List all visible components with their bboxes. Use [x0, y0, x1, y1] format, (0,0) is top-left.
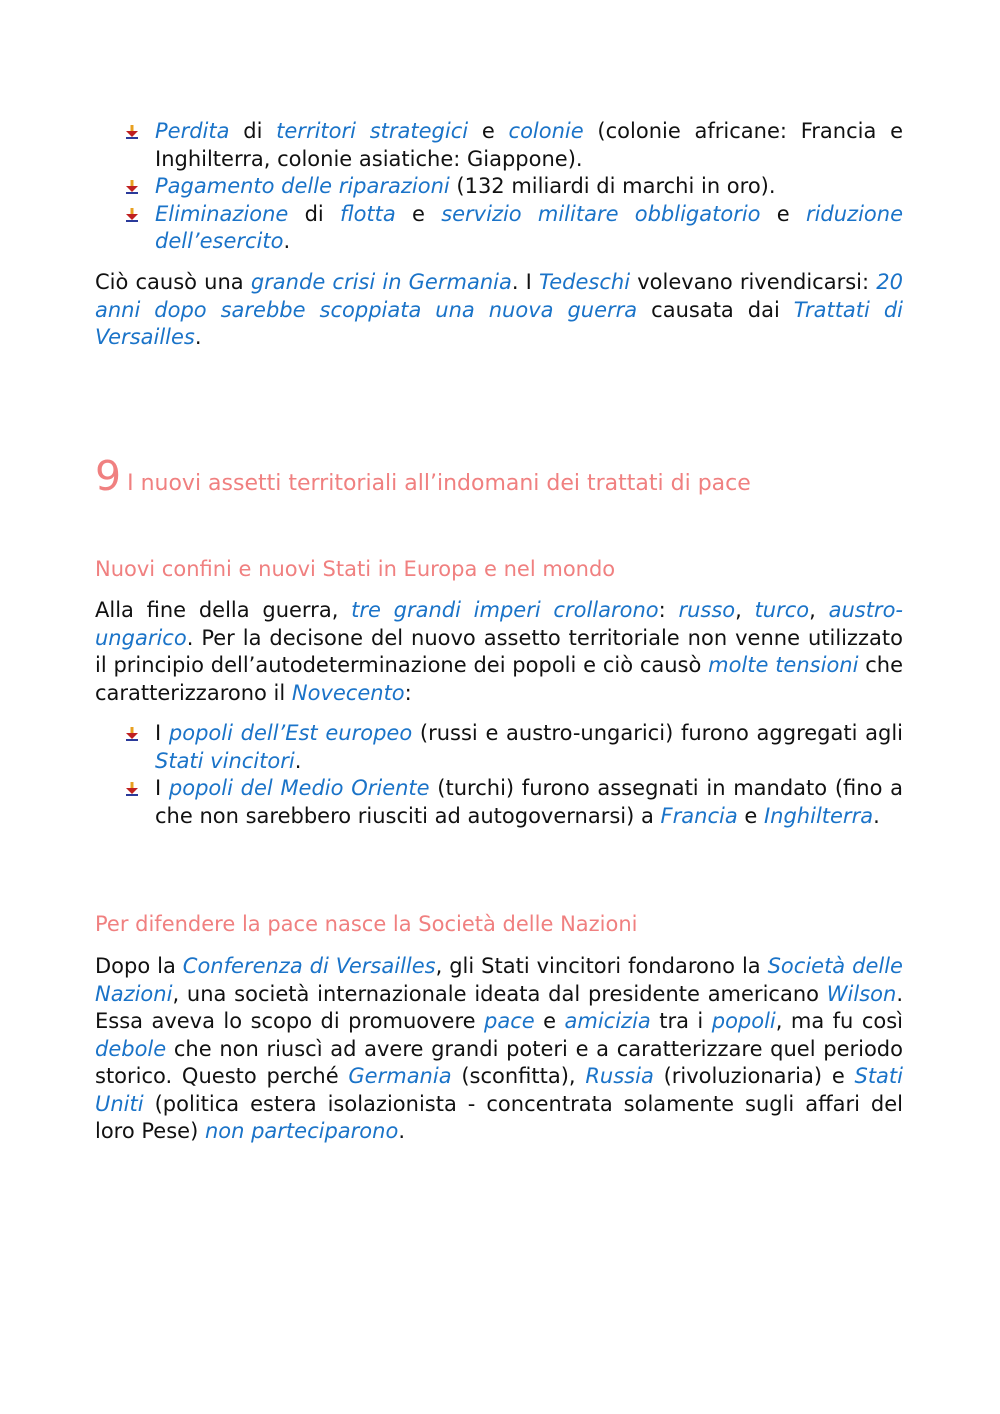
bullet-item	[95, 173, 903, 201]
highlighted-term: Germania	[348, 1064, 452, 1088]
text-run: tra i	[650, 1009, 712, 1033]
highlighted-term: servizio militare obbligatorio	[441, 201, 761, 226]
text-run: volevano rivendicarsi:	[630, 270, 877, 294]
highlighted-term: Novecento	[291, 680, 405, 705]
text-run: , ma fu così	[775, 1009, 903, 1033]
highlighted-term: territori strategici	[276, 119, 469, 143]
text-run: .	[398, 1119, 405, 1143]
highlighted-term: tre grandi imperi crollarono	[351, 598, 659, 622]
highlighted-term: Società delle Nazioni	[95, 954, 903, 1006]
arrow-down-bullet-icon	[125, 781, 139, 797]
arrow-down-bullet-icon	[125, 726, 139, 742]
text-run: e	[760, 201, 806, 226]
text-run: di	[288, 201, 340, 226]
text-run: (politica estera isolazionista - concentrata solamente sugli affari del loro Pese)	[95, 1091, 903, 1143]
text-run: ,	[809, 598, 829, 622]
highlighted-term: grande crisi in Germania	[250, 270, 512, 294]
text-run: causata dai	[637, 297, 794, 322]
highlighted-term: amicizia	[564, 1009, 651, 1033]
highlighted-term: Wilson	[826, 981, 897, 1006]
highlighted-term: popoli del Medio Oriente	[168, 776, 430, 800]
highlighted-term: turco	[754, 598, 810, 622]
text-run: (132 miliardi di marchi in oro).	[449, 174, 776, 198]
arrow-down-bullet-icon	[125, 179, 139, 195]
text-run: . Per la decisone del nuovo assetto territoriale non venne utilizzato il principio dell’autodeterminazione dei popoli e ciò causò	[95, 625, 903, 677]
bullet-item	[95, 118, 903, 173]
highlighted-term: austro-ungarico	[95, 598, 903, 650]
text-run: . I	[511, 270, 540, 294]
text-run: I	[155, 776, 169, 800]
highlighted-term: riduzione dell’esercito	[155, 201, 903, 253]
text-run: , gli Stati vincitori fondarono la	[435, 954, 768, 978]
text-run: e	[534, 1009, 565, 1033]
text-run: Ciò causò una	[95, 270, 251, 294]
text-run: :	[404, 680, 412, 705]
text-run: :	[658, 598, 679, 622]
highlighted-term: Stati vincitori	[155, 748, 295, 773]
text-run: e	[737, 803, 764, 828]
arrow-down-bullet-icon	[125, 124, 139, 140]
highlighted-term: Tedeschi	[539, 270, 631, 294]
highlighted-term: Stati Uniti	[95, 1064, 903, 1116]
highlighted-term: debole	[95, 1036, 167, 1061]
text-run: . Essa aveva lo scopo di promuovere	[95, 981, 903, 1033]
section8-bullet-list	[95, 118, 903, 256]
text-run: che non riuscì ad avere grandi poteri e a caratterizzare quel periodo storico. Questo perché	[95, 1036, 903, 1088]
text-run: e	[395, 201, 442, 226]
subsection1-paragraph	[95, 597, 903, 707]
highlighted-term: Francia	[660, 803, 738, 828]
text-run: di	[229, 119, 277, 143]
subsection-heading-new-borders: Nuovi confini e nuovi Stati in Europa e nel mondo	[95, 557, 616, 581]
arrow-down-bullet-icon	[125, 207, 139, 223]
bullet-item	[95, 775, 903, 830]
highlighted-term: Conferenza di Versailles	[182, 954, 436, 978]
highlighted-term: Pagamento delle riparazioni	[155, 174, 450, 198]
text-run: .	[194, 325, 202, 349]
text-run: (russi e austro-ungarici) furono aggregati agli	[412, 721, 903, 745]
text-run: .	[283, 229, 291, 253]
text-run: (rivoluzionaria) e	[653, 1064, 855, 1088]
highlighted-term: russo	[678, 598, 736, 622]
text-run: Dopo la	[95, 954, 183, 978]
highlighted-term: Trattati di Versailles	[95, 297, 904, 349]
chapter-heading	[95, 452, 751, 500]
highlighted-term: flotta	[340, 201, 396, 226]
text-run: (turchi) furono assegnati in mandato (fino a che non sarebbero riusciti ad autogovernarsi) a	[155, 776, 903, 828]
highlighted-term: Inghilterra	[763, 803, 874, 828]
text-run: che caratterizzarono il	[95, 653, 903, 705]
bullet-item	[95, 201, 903, 256]
chapter-number: 9	[95, 452, 122, 500]
highlighted-term: colonie	[508, 119, 584, 143]
subsection-heading-league-of-nations: Per difendere la pace nasce la Società delle Nazioni	[95, 912, 638, 936]
text-run: e	[468, 119, 509, 143]
highlighted-term: pace	[484, 1009, 535, 1033]
bullet-item	[95, 720, 903, 775]
highlighted-term: non parteciparono	[204, 1119, 399, 1143]
text-run: .	[873, 803, 880, 828]
text-run: .	[294, 748, 302, 773]
highlighted-term: popoli dell’Est europeo	[168, 721, 413, 745]
highlighted-term: Russia	[585, 1064, 654, 1088]
text-run: (sconfitta),	[451, 1064, 586, 1088]
highlighted-term: Perdita	[155, 119, 230, 143]
text-run: Alla fine della guerra,	[95, 598, 352, 622]
section8-paragraph	[95, 269, 903, 352]
highlighted-term: Eliminazione	[155, 201, 289, 226]
text-run: (colonie africane: Francia e Inghilterra, colonie asiatiche: Giappone).	[155, 119, 903, 171]
subsection2-paragraph	[95, 953, 903, 1146]
highlighted-term: popoli	[711, 1009, 776, 1033]
highlighted-term: 20 anni dopo sarebbe scoppiata una nuova guerra	[95, 270, 903, 322]
subsection1-bullet-list	[95, 720, 903, 830]
highlighted-term: molte tensioni	[708, 653, 859, 677]
text-run: , una società internazionale ideata dal presidente americano	[172, 981, 827, 1006]
text-run: ,	[735, 598, 755, 622]
text-run: I	[155, 721, 169, 745]
chapter-title: I nuovi assetti territoriali all’indomani dei trattati di pace	[127, 471, 751, 496]
